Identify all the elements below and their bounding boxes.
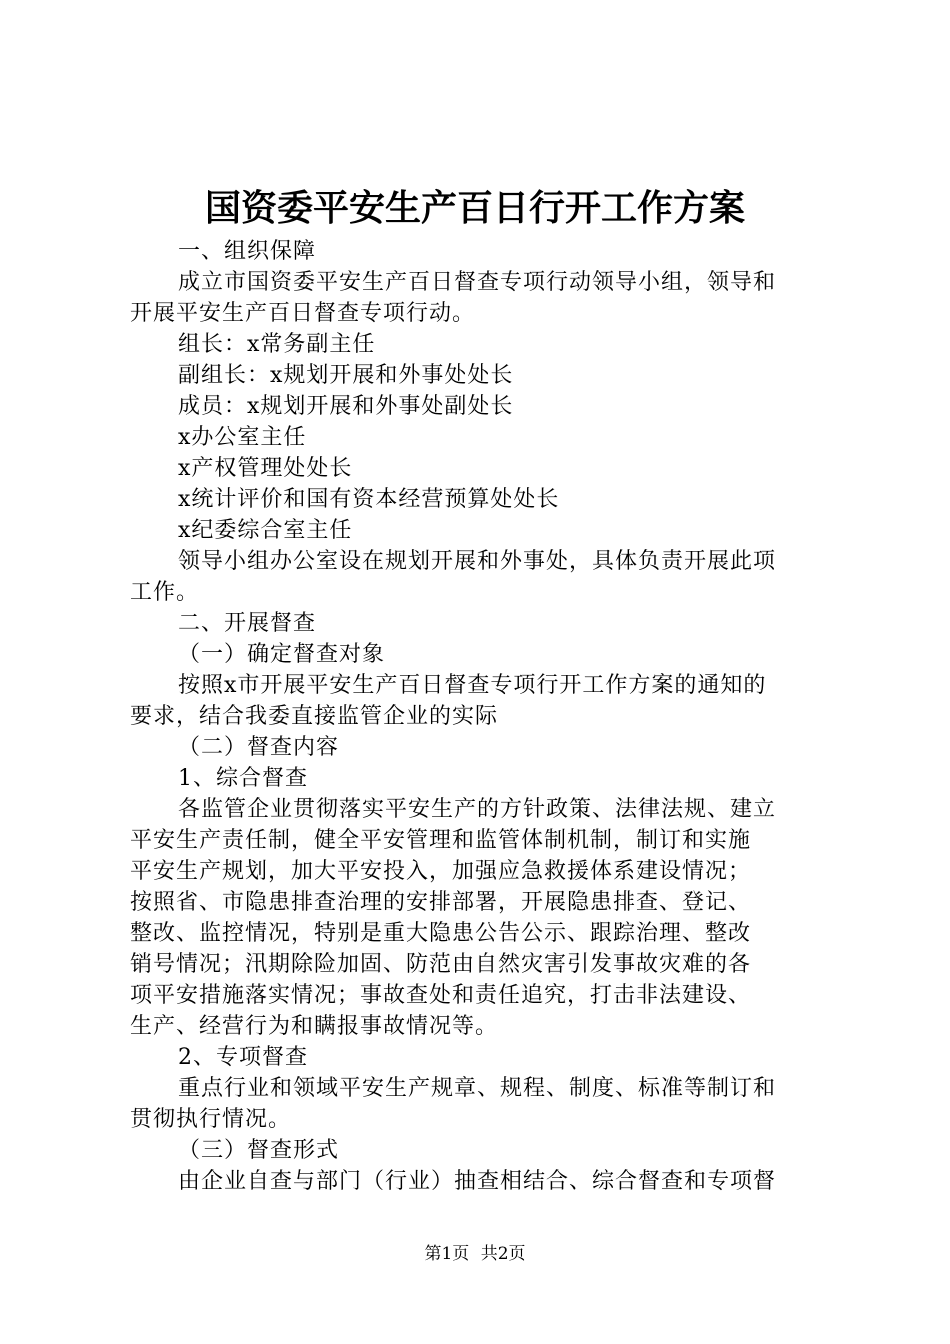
paragraph-line: 工作。 (130, 580, 200, 605)
paragraph-line: 成立市国资委平安生产百日督查专项行动领导小组，领导和 (178, 270, 777, 295)
section-heading: 一、组织保障 (178, 239, 317, 264)
paragraph-line: 销号情况；汛期除险加固、防范由自然灾害引发事故灾难的各 (130, 952, 752, 977)
list-item: x办公室主任 (178, 425, 307, 450)
page-total: 共2页 (480, 1244, 526, 1264)
section-heading: 二、开展督查 (178, 611, 317, 636)
paragraph-line: 各监管企业贯彻落实平安生产的方针政策、法律法规、建立 (178, 797, 777, 822)
document-title: 国资委平安生产百日行开工作方案 (204, 187, 745, 229)
paragraph-line: 生产、经营行为和瞒报事故情况等。 (130, 1014, 499, 1039)
paragraph-line: 整改、监控情况，特别是重大隐患公告公示、跟踪治理、整改 (130, 921, 752, 946)
subsection-heading: （二）督查内容 (178, 735, 340, 760)
item-heading: 2、专项督查 (178, 1045, 308, 1070)
document-body (130, 236, 835, 1197)
list-item: 成员：x规划开展和外事处副处长 (178, 394, 514, 419)
paragraph-line: 由企业自查与部门（行业）抽查相结合、综合督查和专项督 (178, 1169, 777, 1194)
paragraph-line: 平安生产规划，加大平安投入，加强应急救援体系建设情况； (130, 859, 752, 884)
paragraph-line: 按照省、市隐患排查治理的安排部署，开展隐患排查、登记、 (130, 890, 752, 915)
page-number: 第1页 (424, 1244, 470, 1264)
paragraph-line: 按照x市开展平安生产百日督查专项行开工作方案的通知的 (178, 673, 767, 698)
paragraph-line: 贯彻执行情况。 (130, 1107, 292, 1132)
page-footer (0, 1242, 950, 1266)
subsection-heading: （一）确定督查对象 (178, 642, 386, 667)
list-item: x统计评价和国有资本经营预算处处长 (178, 487, 560, 512)
list-item: x纪委综合室主任 (178, 518, 353, 543)
paragraph-line: 平安生产责任制，健全平安管理和监管体制机制，制订和实施 (130, 828, 752, 853)
list-item: x产权管理处处长 (178, 456, 353, 481)
paragraph-line: 重点行业和领域平安生产规章、规程、制度、标准等制订和 (178, 1076, 777, 1101)
list-item: 组长：x常务副主任 (178, 332, 376, 357)
subsection-heading: （三）督查形式 (178, 1138, 340, 1163)
list-item: 副组长：x规划开展和外事处处长 (178, 363, 514, 388)
item-heading: 1、综合督查 (178, 766, 308, 791)
paragraph-line: 开展平安生产百日督查专项行动。 (130, 301, 476, 326)
paragraph-line: 领导小组办公室设在规划开展和外事处，具体负责开展此项 (178, 549, 777, 574)
paragraph-line: 项平安措施落实情况；事故查处和责任追究，打击非法建设、 (130, 983, 752, 1008)
paragraph-line: 要求，结合我委直接监管企业的实际 (130, 704, 499, 729)
